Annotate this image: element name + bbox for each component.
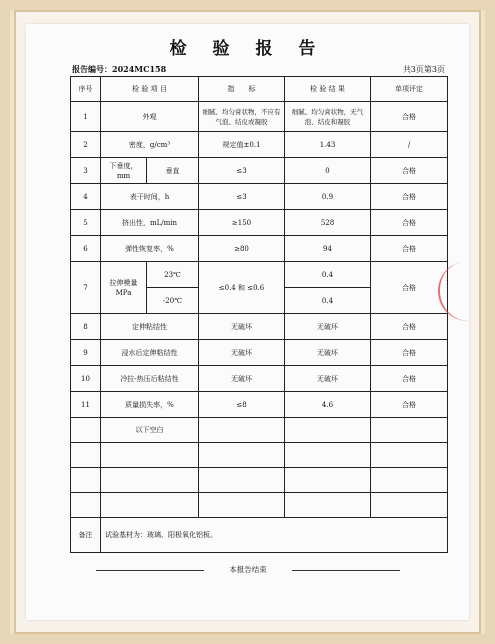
row-result: 0.4 bbox=[285, 288, 371, 314]
blank-note: 以下空白 bbox=[101, 418, 199, 443]
row-eval: 合格 bbox=[371, 184, 448, 210]
row-spec: 细腻、均匀膏状物，不应有气泡、结皮或凝胶 bbox=[199, 102, 285, 132]
row-no: 4 bbox=[71, 184, 101, 210]
row-eval: 合格 bbox=[371, 314, 448, 340]
row-result: 无破坏 bbox=[285, 314, 371, 340]
blank-cell bbox=[71, 418, 101, 443]
row-item: 弹性恢复率，% bbox=[101, 236, 199, 262]
blank-row bbox=[71, 493, 448, 518]
inspection-table bbox=[70, 76, 448, 553]
row-result: 0.9 bbox=[285, 184, 371, 210]
row-subitem: 垂直 bbox=[147, 158, 199, 184]
row-no: 5 bbox=[71, 210, 101, 236]
row-spec: ≤0.4 和 ≤0.6 bbox=[199, 262, 285, 314]
header-result: 检 验 结 果 bbox=[285, 77, 371, 102]
row-item: 冷拉-热压后粘结性 bbox=[101, 366, 199, 392]
blank-row bbox=[71, 443, 448, 468]
row-spec: ≤3 bbox=[199, 158, 285, 184]
remark-row bbox=[71, 518, 448, 553]
header-eval: 单项评定 bbox=[371, 77, 448, 102]
row-no: 8 bbox=[71, 314, 101, 340]
row-item: 挤出性，mL/min bbox=[101, 210, 199, 236]
row-spec: ≤8 bbox=[199, 392, 285, 418]
row-eval: 合格 bbox=[371, 158, 448, 184]
row-no: 2 bbox=[71, 132, 101, 158]
header-no: 序号 bbox=[71, 77, 101, 102]
seal-stamp: · · · bbox=[434, 259, 488, 325]
row-result: 1.43 bbox=[285, 132, 371, 158]
row-item: 拉伸模量 MPa bbox=[101, 262, 147, 314]
report-number: 报告编号：2024MC158 bbox=[72, 64, 167, 74]
blank-cell bbox=[199, 418, 285, 443]
row-no: 11 bbox=[71, 392, 101, 418]
row-no: 1 bbox=[71, 102, 101, 132]
row-no: 9 bbox=[71, 340, 101, 366]
page-info: 共3页第3页 bbox=[402, 65, 445, 74]
header-spec: 指 标 bbox=[199, 77, 285, 102]
row-result: 4.6 bbox=[285, 392, 371, 418]
row-item: 浸水后定伸粘结性 bbox=[101, 340, 199, 366]
row-spec: 无破坏 bbox=[199, 340, 285, 366]
row-no: 6 bbox=[71, 236, 101, 262]
table-header-row bbox=[71, 77, 448, 102]
footer-rule-right bbox=[292, 570, 400, 571]
blank-note-row bbox=[71, 418, 448, 443]
row-result: 528 bbox=[285, 210, 371, 236]
row-result: 无破坏 bbox=[285, 340, 371, 366]
table-row bbox=[71, 158, 448, 184]
row-item: 表干时间，h bbox=[101, 184, 199, 210]
blank-cell bbox=[371, 418, 448, 443]
row-result: 细腻、均匀膏状物，无气泡、结皮和凝胶 bbox=[285, 102, 371, 132]
header-item: 检 验 项 目 bbox=[101, 77, 199, 102]
row-result: 94 bbox=[285, 236, 371, 262]
row-eval: 合格 bbox=[371, 262, 448, 314]
table-row bbox=[71, 236, 448, 262]
row-spec: 无破坏 bbox=[199, 314, 285, 340]
report-title: 检 验 报 告 bbox=[169, 39, 326, 59]
row-eval: 合格 bbox=[371, 210, 448, 236]
blank-row bbox=[71, 468, 448, 493]
row-spec: ≤3 bbox=[199, 184, 285, 210]
row-spec: 无破坏 bbox=[199, 366, 285, 392]
table-row bbox=[71, 210, 448, 236]
row-result: 0.4 bbox=[285, 262, 371, 288]
row-item: 定伸粘结性 bbox=[101, 314, 199, 340]
table-row bbox=[71, 340, 448, 366]
row-item: 质量损失率，% bbox=[101, 392, 199, 418]
report-end bbox=[96, 564, 400, 576]
row-eval: 合格 bbox=[371, 366, 448, 392]
row-spec: ≥80 bbox=[199, 236, 285, 262]
table-row bbox=[71, 102, 448, 132]
row-no: 7 bbox=[71, 262, 101, 314]
report-page bbox=[26, 24, 469, 620]
row-eval: 合格 bbox=[371, 236, 448, 262]
table-row bbox=[71, 184, 448, 210]
row-eval: / bbox=[371, 132, 448, 158]
row-eval: 合格 bbox=[371, 340, 448, 366]
row-no: 3 bbox=[71, 158, 101, 184]
row-result: 0 bbox=[285, 158, 371, 184]
footer-text: 本报告结束 bbox=[229, 565, 267, 574]
table-row bbox=[71, 392, 448, 418]
row-result: 无破坏 bbox=[285, 366, 371, 392]
row-subitem: 23℃ bbox=[147, 262, 199, 288]
row-subitem: -20℃ bbox=[147, 288, 199, 314]
table-row bbox=[71, 132, 448, 158]
table-row bbox=[71, 366, 448, 392]
row-spec: 规定值±0.1 bbox=[199, 132, 285, 158]
row-item: 密度，g/cm³ bbox=[101, 132, 199, 158]
row-no: 10 bbox=[71, 366, 101, 392]
row-item: 下垂度，mm bbox=[101, 158, 147, 184]
table-row bbox=[71, 314, 448, 340]
row-item: 外观 bbox=[101, 102, 199, 132]
row-spec: ≥150 bbox=[199, 210, 285, 236]
row-eval: 合格 bbox=[371, 392, 448, 418]
row-eval: 合格 bbox=[371, 102, 448, 132]
remark-text: 试验基材为：玻璃、阳极氧化铝板。 bbox=[101, 518, 448, 553]
blank-cell bbox=[285, 418, 371, 443]
remark-label: 备注 bbox=[71, 518, 101, 553]
table-row bbox=[71, 262, 448, 288]
